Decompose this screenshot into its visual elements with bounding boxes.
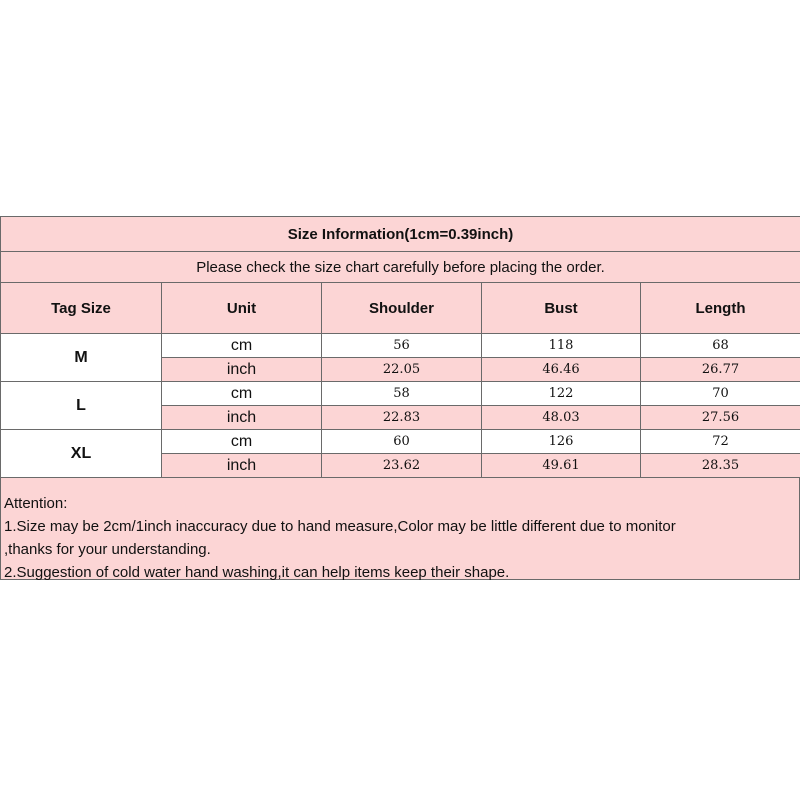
length-cell: 28.35: [641, 454, 800, 478]
unit-cell: inch: [162, 358, 322, 382]
size-label: L: [1, 382, 162, 430]
shoulder-cell: 22.05: [322, 358, 482, 382]
attention-line: 2.Suggestion of cold water hand washing,it can help items keep their shape.: [4, 564, 510, 581]
attention-line: 1.Size may be 2cm/1inch inaccuracy due to hand measure,Color may be little different due to monitor: [4, 518, 676, 535]
bust-cell: 49.61: [482, 454, 641, 478]
header-bust: Bust: [482, 283, 641, 334]
header-unit: Unit: [162, 283, 322, 334]
unit-cell: cm: [162, 382, 322, 406]
header-row: [1, 283, 800, 334]
size-label: M: [1, 334, 162, 382]
table-row: [1, 334, 800, 358]
bust-cell: 126: [482, 430, 641, 454]
header-length: Length: [641, 283, 800, 334]
length-cell: 68: [641, 334, 800, 358]
bust-cell: 46.46: [482, 358, 641, 382]
table-row: [1, 382, 800, 406]
bust-cell: 48.03: [482, 406, 641, 430]
shoulder-cell: 23.62: [322, 454, 482, 478]
shoulder-cell: 22.83: [322, 406, 482, 430]
unit-cell: cm: [162, 334, 322, 358]
size-notice: Please check the size chart carefully before placing the order.: [1, 252, 800, 283]
title-row: [1, 217, 800, 252]
unit-cell: inch: [162, 454, 322, 478]
unit-cell: cm: [162, 430, 322, 454]
unit-cell: inch: [162, 406, 322, 430]
header-shoulder: Shoulder: [322, 283, 482, 334]
bust-cell: 118: [482, 334, 641, 358]
shoulder-cell: 56: [322, 334, 482, 358]
attention-notes: [0, 478, 800, 580]
shoulder-cell: 58: [322, 382, 482, 406]
shoulder-cell: 60: [322, 430, 482, 454]
length-cell: 26.77: [641, 358, 800, 382]
length-cell: 70: [641, 382, 800, 406]
size-chart: [0, 216, 800, 580]
table-title: Size Information(1cm=0.39inch): [1, 217, 800, 252]
length-cell: 27.56: [641, 406, 800, 430]
size-label: XL: [1, 430, 162, 478]
bust-cell: 122: [482, 382, 641, 406]
table-row: [1, 430, 800, 454]
size-table: [0, 216, 800, 478]
header-tag-size: Tag Size: [1, 283, 162, 334]
length-cell: 72: [641, 430, 800, 454]
attention-heading: Attention:: [4, 495, 68, 512]
notice-row: [1, 252, 800, 283]
attention-line: ,thanks for your understanding.: [4, 541, 211, 558]
